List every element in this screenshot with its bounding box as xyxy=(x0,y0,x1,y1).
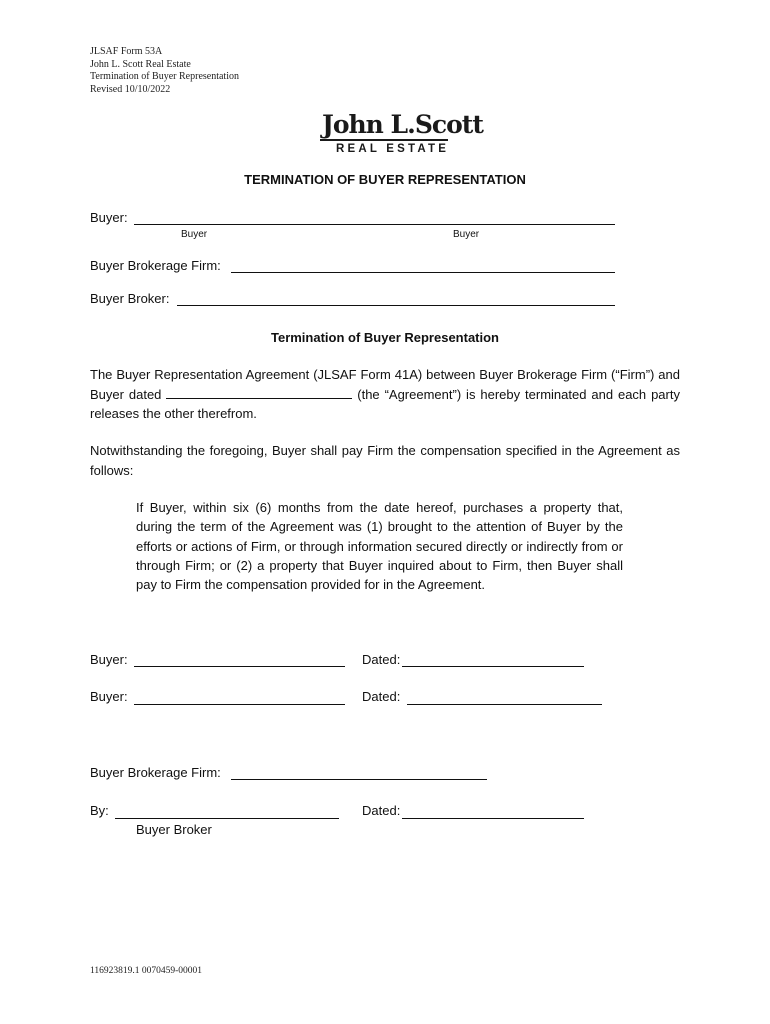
buyer-caption-1: Buyer xyxy=(181,229,208,240)
dated3-label: Dated: xyxy=(362,803,401,818)
buyer2-signature-label: Buyer: xyxy=(90,689,128,704)
by-label: By: xyxy=(90,803,109,818)
dated1-field[interactable] xyxy=(402,666,584,667)
form-number: JLSAF Form 53A xyxy=(90,46,163,57)
firm-signature-label: Buyer Brokerage Firm: xyxy=(90,765,221,780)
brokerage-firm-field[interactable] xyxy=(231,272,615,273)
brokerage-firm-label: Buyer Brokerage Firm: xyxy=(90,258,221,273)
buyer-caption-2: Buyer xyxy=(453,229,480,240)
logo-wordmark: John L.Scott xyxy=(322,110,483,139)
termination-paragraph xyxy=(90,365,680,424)
dated1-label: Dated: xyxy=(362,652,401,667)
agreement-date-field[interactable] xyxy=(166,386,352,399)
buyer-broker-caption: Buyer Broker xyxy=(136,822,212,837)
section-subheading: Termination of Buyer Representation xyxy=(270,330,499,345)
logo-rule xyxy=(320,139,448,141)
buyer1-signature-field[interactable] xyxy=(134,666,345,667)
buyer-label: Buyer: xyxy=(90,210,128,225)
logo-subtitle: REAL ESTATE xyxy=(336,143,450,155)
by-signature-field[interactable] xyxy=(115,818,339,819)
dated2-label: Dated: xyxy=(362,689,401,704)
termination-text-2: (the “Agreement”) is hereby xyxy=(357,386,521,402)
document-title: TERMINATION OF BUYER REPRESENTATION xyxy=(244,172,526,187)
compensation-paragraph: Notwithstanding the foregoing, Buyer shall pay Firm the compensation specified in the Agreement as follows: xyxy=(90,443,680,478)
revision-date: Revised 10/10/2022 xyxy=(90,83,171,95)
buyer1-signature-label: Buyer: xyxy=(90,652,128,667)
form-header-meta xyxy=(90,46,239,96)
buyer-name-field[interactable] xyxy=(134,224,615,225)
buyer2-signature-field[interactable] xyxy=(134,704,345,705)
buyer-broker-field[interactable] xyxy=(177,305,615,306)
dated3-field[interactable] xyxy=(402,818,584,819)
company-name: John L. Scott Real Estate xyxy=(90,58,191,70)
firm-signature-field[interactable] xyxy=(231,779,487,780)
termination-text-3: terminated and each party releases the other therefrom. xyxy=(90,386,680,421)
compensation-terms: If Buyer, within six (6) months from the date hereof, purchases a property that, during the term of the Agreement was (1) brought to the attention of Buyer by the efforts or actions of Firm, or through information secured directly or indirectly from or through Firm; or (2) a property that Buyer inquired about to Firm, then Buyer shall pay to Firm the compensation provided for in the Agreement. xyxy=(136,500,623,593)
form-name: Termination of Buyer Representation xyxy=(90,71,239,82)
dated2-field[interactable] xyxy=(407,704,602,705)
termination-text-1: The Buyer Representation Agreement (JLSAF Form 41A) between Buyer Brokerage Firm (“Firm”) and Buyer dated xyxy=(90,367,680,402)
buyer-broker-label: Buyer Broker: xyxy=(90,291,170,306)
company-logo xyxy=(318,110,483,156)
document-footer-id: 116923819.1 0070459-00001 xyxy=(90,966,203,976)
